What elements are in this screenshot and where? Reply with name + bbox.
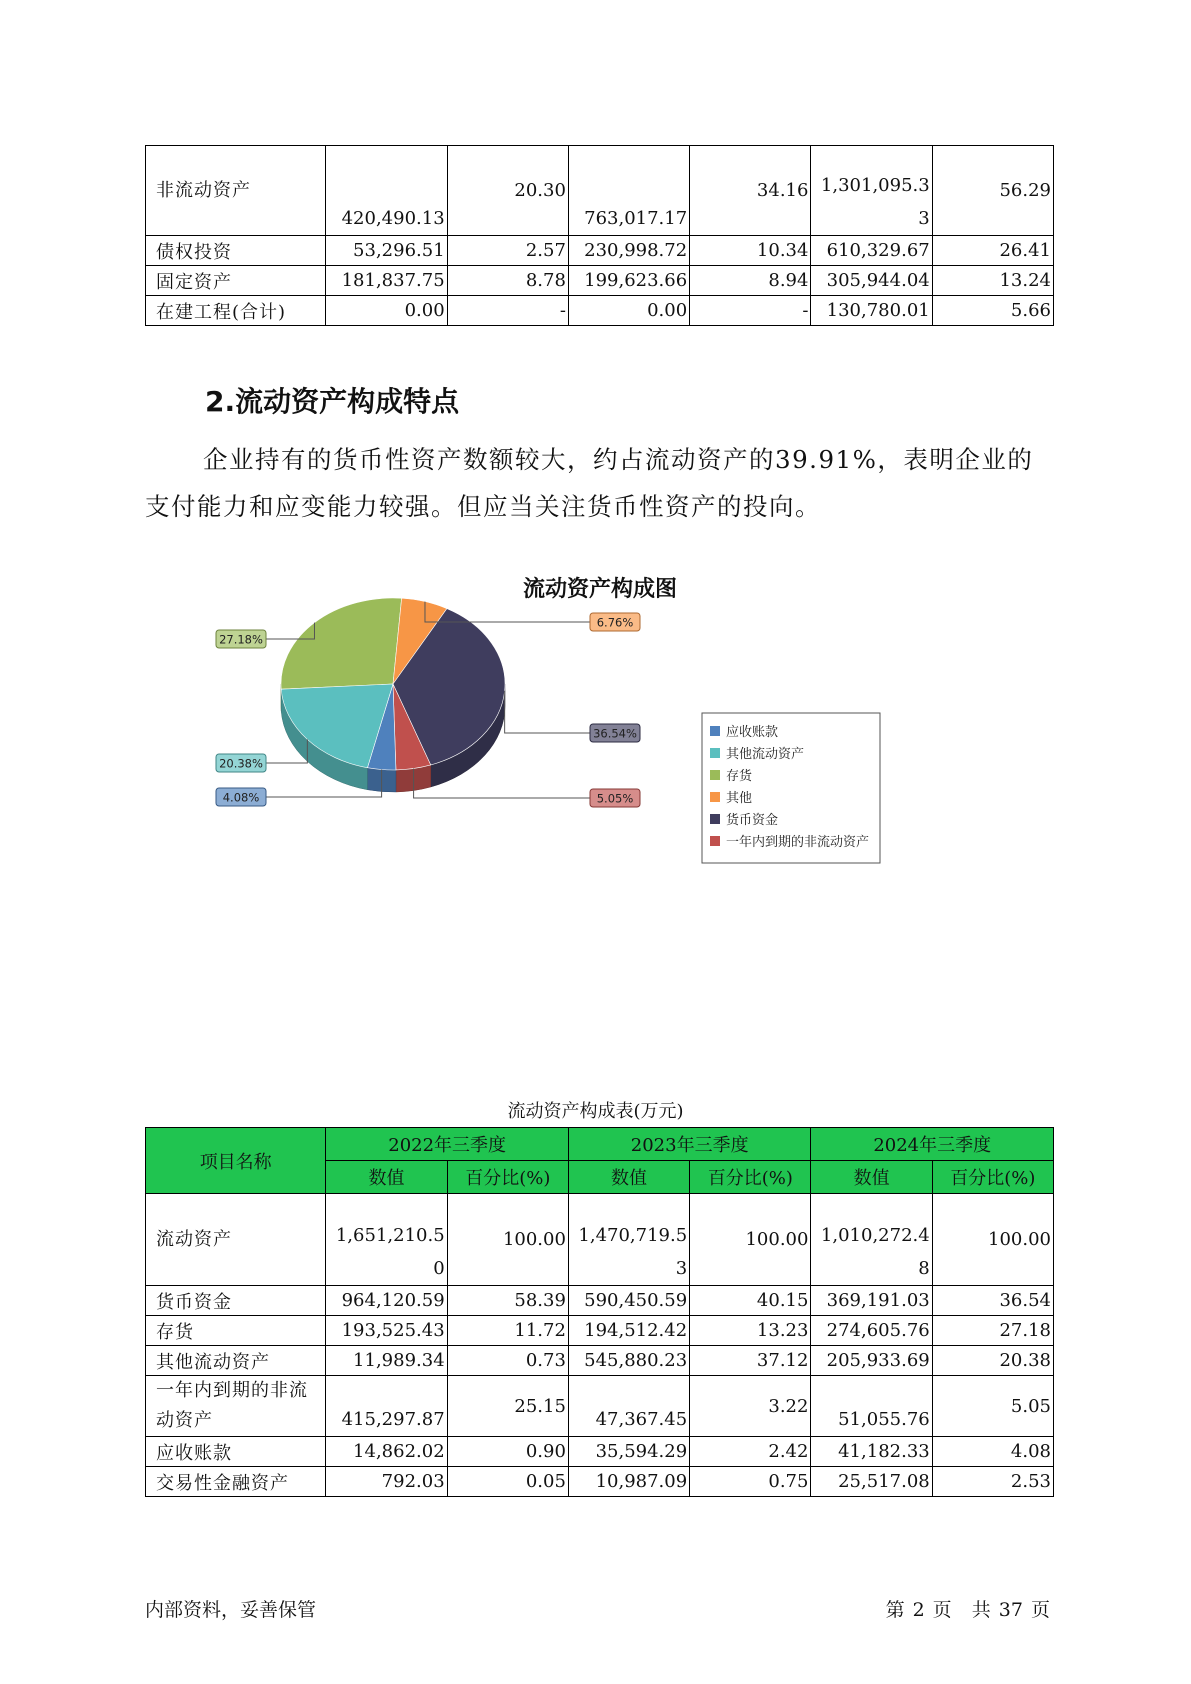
section-paragraph: 企业持有的货币性资产数额较大，约占流动资产的39.91%，表明企业的支付能力和应变能力较强。但应当关注货币性资产的投向。 [145,445,1034,521]
percent-2022: 20.30 [447,146,568,236]
value-2022: 964,120.59 [326,1286,447,1316]
legend-swatch [710,770,720,780]
value-2024: 274,605.76 [811,1316,932,1346]
percent-2024: 27.18 [932,1316,1053,1346]
percent-2024: 4.08 [932,1437,1053,1467]
value-2023: 10,987.09 [568,1467,689,1497]
value-2022: 53,296.51 [326,236,447,266]
header-year-2024: 2024年三季度 [811,1128,1054,1161]
page-number: 2 [912,1599,925,1621]
value-2022: 181,837.75 [326,266,447,296]
value-2023: 1,470,719.53 [568,1194,689,1286]
value-2022: 792.03 [326,1467,447,1497]
value-2023: 230,998.72 [568,236,689,266]
header-value: 数值 [811,1161,932,1194]
current-assets-table [145,1127,1054,1497]
percent-2022: 0.05 [447,1467,568,1497]
percent-2023: 40.15 [690,1286,811,1316]
legend-label: 其他 [726,791,753,806]
page-prefix: 第 [885,1599,905,1621]
legend-label: 其他流动资产 [726,747,805,762]
table-row [146,146,1054,236]
row-name: 存货 [146,1316,326,1346]
percent-2023: 100.00 [690,1194,811,1286]
footer-page-info [882,1595,1054,1622]
table-row [146,1194,1054,1286]
value-2022: 415,297.87 [326,1376,447,1437]
footer-confidential-note: 内部资料，妥善保管 [145,1599,317,1621]
value-2023: 0.00 [568,296,689,326]
percent-2024: 2.53 [932,1467,1053,1497]
value-2024: 130,780.01 [811,296,932,326]
percent-2024: 5.05 [932,1376,1053,1437]
value-2022: 1,651,210.50 [326,1194,447,1286]
legend-label: 存货 [726,769,753,784]
section-heading: 2.流动资产构成特点 [205,385,460,418]
row-name: 其他流动资产 [146,1346,326,1376]
table-row [146,236,1054,266]
percent-2023: 13.23 [690,1316,811,1346]
value-2022: 11,989.34 [326,1346,447,1376]
percent-2023: 2.42 [690,1437,811,1467]
percent-2022: 100.00 [447,1194,568,1286]
row-name: 一年内到期的非流动资产 [146,1376,326,1437]
row-name: 流动资产 [146,1194,326,1286]
value-2022: 0.00 [326,296,447,326]
data-label: 20.38% [219,756,263,771]
row-name: 债权投资 [146,236,326,266]
chart-title: 流动资产构成图 [522,577,678,602]
row-name: 固定资产 [146,266,326,296]
header-value: 数值 [326,1161,447,1194]
header-year-2023: 2023年三季度 [568,1128,811,1161]
value-2024: 51,055.76 [811,1376,932,1437]
header-year-2022: 2022年三季度 [326,1128,569,1161]
value-2024: 1,010,272.48 [811,1194,932,1286]
data-label: 27.18% [219,632,263,647]
table-row [146,1467,1054,1497]
value-2023: 194,512.42 [568,1316,689,1346]
value-2024: 205,933.69 [811,1346,932,1376]
percent-2024: 36.54 [932,1286,1053,1316]
percent-2022: 0.73 [447,1346,568,1376]
percent-2024: 5.66 [932,296,1053,326]
data-label: 36.54% [593,726,637,741]
value-2022: 14,862.02 [326,1437,447,1467]
percent-2023: - [690,296,811,326]
value-2024: 1,301,095.33 [811,146,932,236]
legend-swatch [710,748,720,758]
legend-label: 应收账款 [726,725,779,740]
data-label: 6.76% [596,615,634,630]
value-2023: 545,880.23 [568,1346,689,1376]
percent-2024: 26.41 [932,236,1053,266]
table-row [146,1376,1054,1437]
table-row [146,296,1054,326]
value-2024: 305,944.04 [811,266,932,296]
value-2024: 25,517.08 [811,1467,932,1497]
percent-2023: 8.94 [690,266,811,296]
percent-2022: 11.72 [447,1316,568,1346]
percent-2022: - [447,296,568,326]
row-name: 非流动资产 [146,146,326,236]
percent-2024: 13.24 [932,266,1053,296]
value-2023: 590,450.59 [568,1286,689,1316]
percent-2023: 3.22 [690,1376,811,1437]
header-item-name: 项目名称 [146,1128,326,1194]
total-pages: 37 [998,1599,1023,1621]
legend-swatch [710,814,720,824]
row-name: 货币资金 [146,1286,326,1316]
total-unit: 页 [1030,1599,1050,1621]
legend-label: 一年内到期的非流动资产 [726,835,870,850]
header-value: 数值 [568,1161,689,1194]
value-2023: 199,623.66 [568,266,689,296]
percent-2023: 0.75 [690,1467,811,1497]
percent-2024: 56.29 [932,146,1053,236]
noncurrent-assets-table [145,145,1054,326]
data-label: 4.08% [222,790,260,805]
percent-2022: 0.90 [447,1437,568,1467]
percent-2022: 2.57 [447,236,568,266]
value-2022: 420,490.13 [326,146,447,236]
leader-line [505,691,590,733]
value-2023: 763,017.17 [568,146,689,236]
value-2024: 41,182.33 [811,1437,932,1467]
row-name: 应收账款 [146,1437,326,1467]
row-name: 在建工程(合计) [146,296,326,326]
header-percent: 百分比(%) [690,1161,811,1194]
table-row [146,266,1054,296]
value-2022: 193,525.43 [326,1316,447,1346]
value-2023: 35,594.29 [568,1437,689,1467]
percent-2022: 58.39 [447,1286,568,1316]
pie-slice [281,598,402,689]
percent-2022: 8.78 [447,266,568,296]
table-row [146,1346,1054,1376]
data-label: 5.05% [596,791,634,806]
percent-2023: 10.34 [690,236,811,266]
table-row [146,1316,1054,1346]
header-percent: 百分比(%) [447,1161,568,1194]
table-row [146,1437,1054,1467]
percent-2023: 34.16 [690,146,811,236]
chart-legend [702,713,880,863]
percent-2024: 100.00 [932,1194,1053,1286]
legend-swatch [710,726,720,736]
table-row [146,1286,1054,1316]
value-2024: 610,329.67 [811,236,932,266]
header-percent: 百分比(%) [932,1161,1053,1194]
page-unit: 页 [932,1599,952,1621]
legend-label: 货币资金 [726,813,779,828]
percent-2024: 20.38 [932,1346,1053,1376]
row-name: 交易性金融资产 [146,1467,326,1497]
legend-swatch [710,836,720,846]
percent-2023: 37.12 [690,1346,811,1376]
percent-2022: 25.15 [447,1376,568,1437]
value-2024: 369,191.03 [811,1286,932,1316]
total-prefix: 共 [971,1599,991,1621]
table-caption: 流动资产构成表(万元) [507,1101,684,1122]
current-assets-pie-chart [180,560,900,890]
value-2023: 47,367.45 [568,1376,689,1437]
legend-swatch [710,792,720,802]
